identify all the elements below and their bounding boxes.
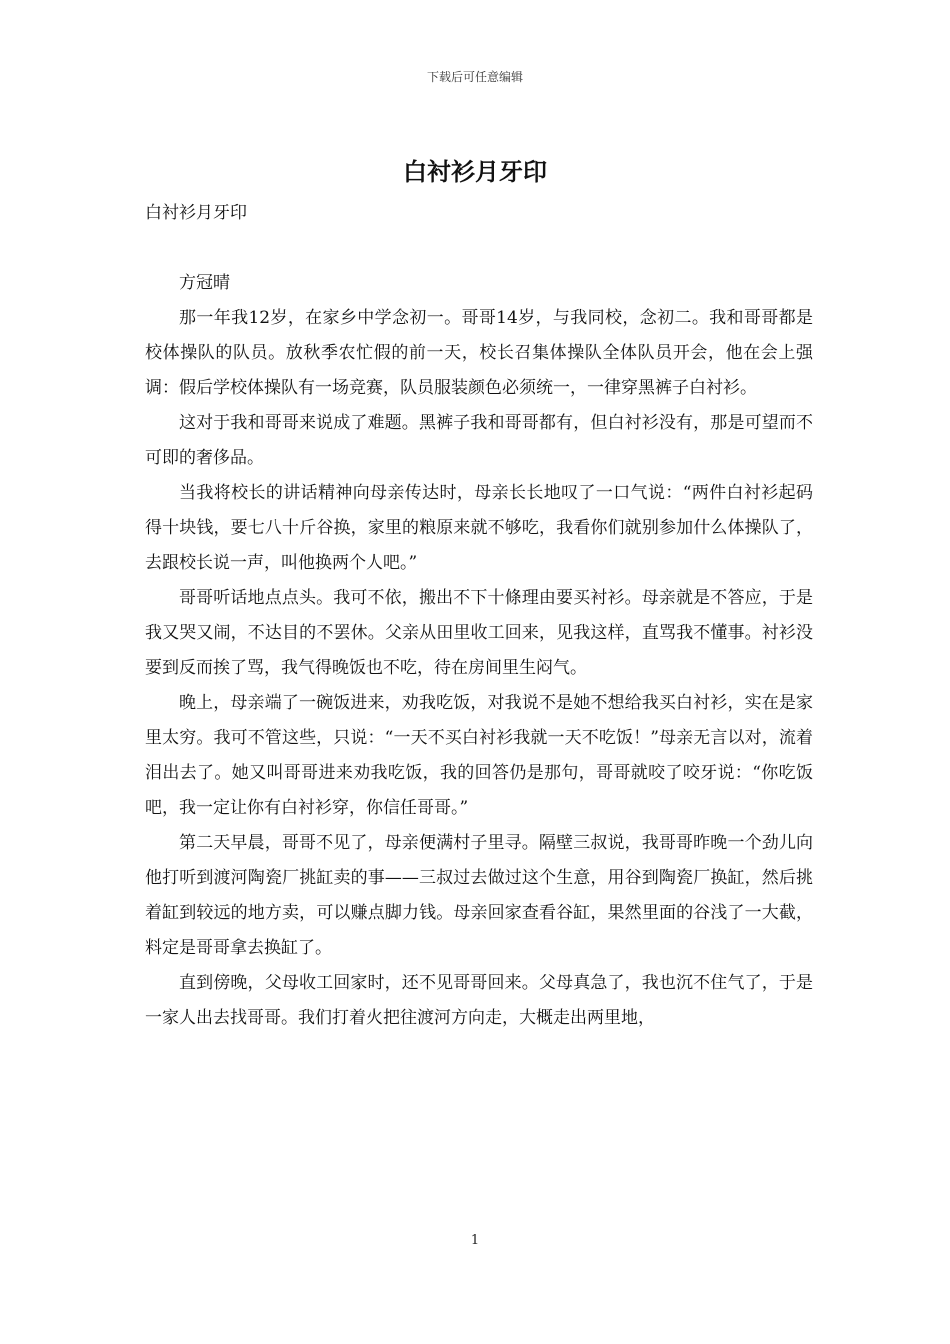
paragraph: 直到傍晚，父母收工回家时，还不见哥哥回来。父母真急了，我也沉不住气了，于是一家人出去找哥哥。我们打着火把往渡河方向走，大概走出两里地，	[145, 973, 813, 1028]
paragraph: 晚上，母亲端了一碗饭进来，劝我吃饭，对我说不是她不想给我买白衬衫，实在是家里太穷。我可不管这些，只说：“一天不买白衬衫我就一天不吃饭！”母亲无言以对，流着泪出去了。她又叫哥哥进来劝我吃饭，我的回答仍是那句，哥哥就咬了咬牙说：“你吃饭吧，我一定让你有白衬衫穿，你信任哥哥。”	[145, 693, 813, 818]
header-note: 下载后可任意编辑	[426, 70, 523, 84]
paragraph: 那一年我12岁，在家乡中学念初一。哥哥14岁，与我同校，念初二。我和哥哥都是校体操队的队员。放秋季农忙假的前一天，校长召集体操队全体队员开会，他在会上强调：假后学校体操队有一场竞赛，队员服装颜色必须统一，一律穿黑裤子白衬衫。	[145, 308, 813, 398]
paragraph: 当我将校长的讲话精神向母亲传达时，母亲长长地叹了一口气说：“两件白衬衫起码得十块钱，要七八十斤谷换，家里的粮原来就不够吃，我看你们就别参加什么体操队了，去跟校长说一声，叫他换两个人吧。”	[145, 483, 813, 573]
document-body	[145, 196, 813, 1036]
page-number: 1	[470, 1233, 480, 1248]
document-subtitle: 白衬衫月牙印	[145, 203, 247, 223]
author-name: 方冠晴	[179, 273, 230, 293]
paragraph: 这对于我和哥哥来说成了难题。黑裤子我和哥哥都有，但白衬衫没有，那是可望而不可即的奢侈品。	[145, 413, 813, 468]
document-title: 白衬衫月牙印	[403, 158, 547, 186]
paragraph: 第二天早晨，哥哥不见了，母亲便满村子里寻。隔壁三叔说，我哥哥昨晚一个劲儿向他打听到渡河陶瓷厂挑缸卖的事——三叔过去做过这个生意，用谷到陶瓷厂换缸，然后挑着缸到较远的地方卖，可以赚点脚力钱。母亲回家查看谷缸，果然里面的谷浅了一大截，料定是哥哥拿去换缸了。	[145, 833, 813, 958]
paragraph: 哥哥听话地点点头。我可不依，搬出不下十條理由要买衬衫。母亲就是不答应，于是我又哭又闹，不达目的不罢休。父亲从田里收工回来，见我这样，直骂我不懂事。衬衫没要到反而挨了骂，我气得晚饭也不吃，待在房间里生闷气。	[145, 588, 813, 678]
